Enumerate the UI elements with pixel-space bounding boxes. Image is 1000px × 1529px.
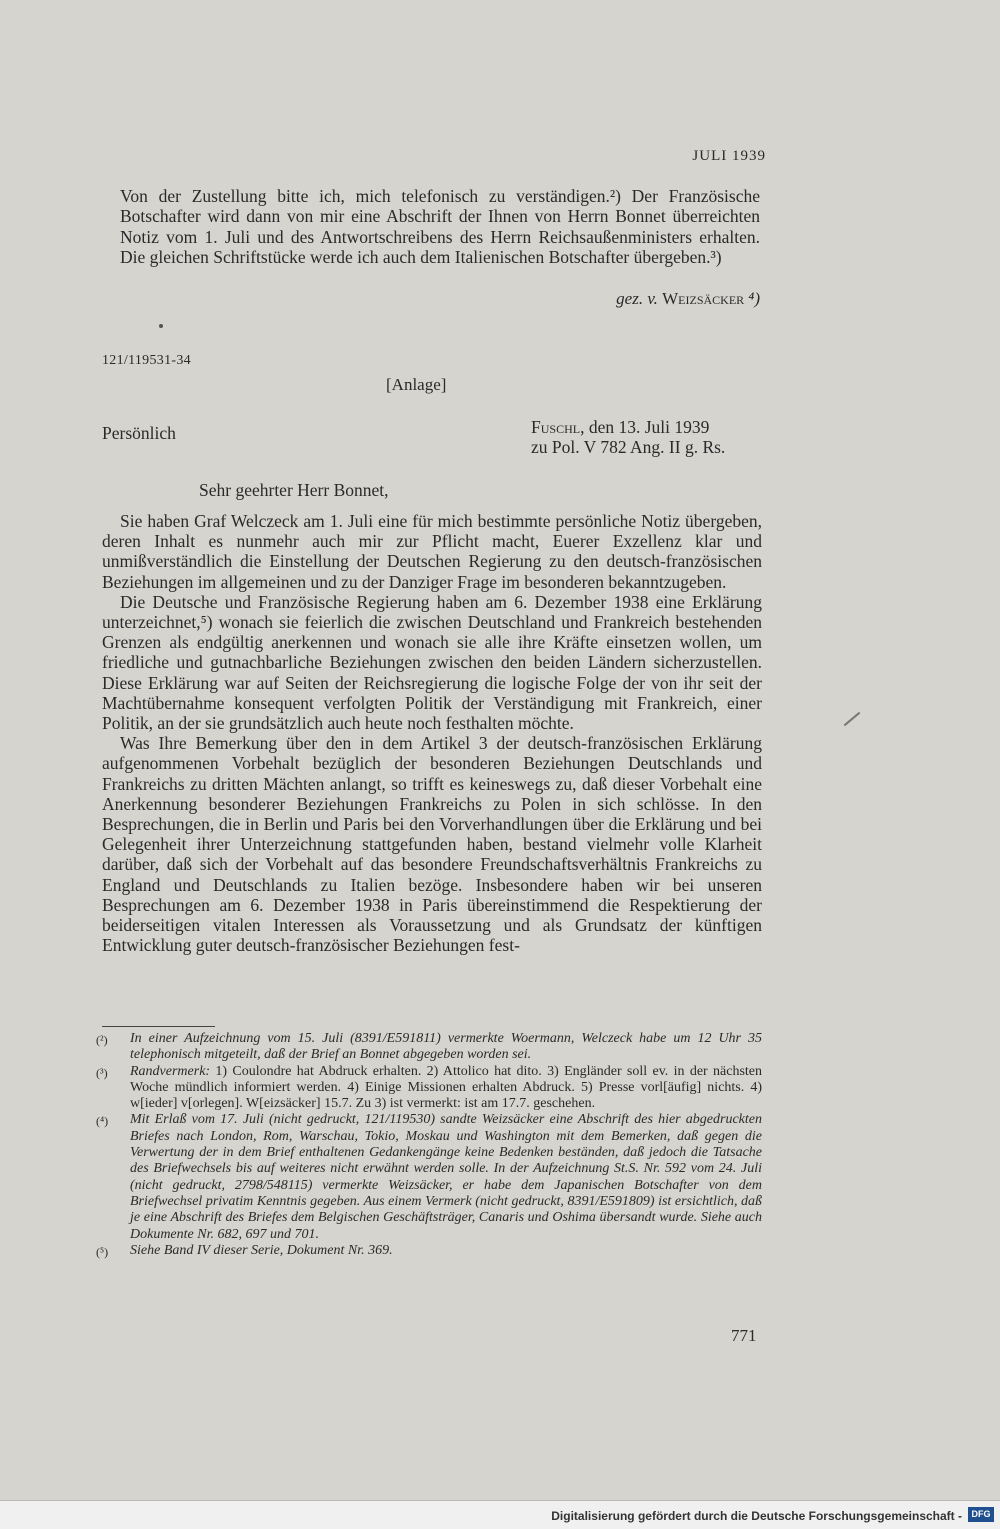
- document-reference: 121/119531-34: [102, 353, 191, 368]
- letter-body: [102, 511, 762, 955]
- footnote: [96, 1031, 762, 1064]
- place: Fuschl: [531, 417, 581, 437]
- footnote-text: Mit Erlaß vom 17. Juli (nicht gedruckt, 121/119530) sandte Weizsäcker eine Abschrift des hier abgedruckten Briefes nach London, Rom, Warschau, Tokio, Moskau und Washington mit dem Bemerken, daß gegen die Verwertung der in dem Brief enthaltenen Gedankengänge keine Bedenken beständen, daß jedoch die Tatsache des Briefwechsels bis auf weiteres nicht erwähnt werden solle. In der Aufzeichnung St.S. Nr. 592 vom 24. Juli (nicht gedruckt, 2798/548115) vermerkte Weizsäcker, er habe dem Japanischen Botschafter von dem Briefwechsel privatim Kenntnis gegeben. Aus einem Vermerk (nicht gedruckt, 8391/E591809) ist ersichtlich, daß je eine Abschrift des Briefes dem Belgischen Geschäftsträger, Canaris und Oshima übersandt wurde. Siehe auch Dokumente Nr. 682, 697 und 701.: [130, 1112, 762, 1242]
- footnote-label: Randvermerk:: [130, 1063, 211, 1079]
- footnotes: [96, 1031, 762, 1260]
- footnote-text: In einer Aufzeichnung vom 15. Juli (8391/E591811) vermerkte Woermann, Welczeck habe um 12 Uhr 35 telephonisch mitgeteilt, daß der Brief an Bonnet abgegeben worden sei.: [130, 1031, 762, 1063]
- footnote: [96, 1112, 762, 1242]
- footnote: [96, 1243, 762, 1260]
- enclosure-label: [Anlage]: [386, 375, 447, 394]
- place-date-line: [531, 417, 725, 437]
- footnote-mark: (⁵): [96, 1244, 109, 1259]
- place-date-block: [531, 417, 725, 457]
- salutation: Sehr geehrter Herr Bonnet,: [199, 480, 389, 500]
- footnote-body: 1) Coulondre hat Abdruck erhalten. 2) Attolico hat dito. 3) Engländer soll ev. in der nächsten Woche mündlich informiert werden. 4) Einige Missionen erhalten Abdruck. 5) Presse vorl[äufig] nichts. 4) w[ieder] v[orlegen]. W[eizsäcker] 15.7. Zu 3) ist vermerkt: ist am 17.7. geschehen.: [130, 1063, 762, 1112]
- footnote-text: Siehe Band IV dieser Serie, Dokument Nr. 369.: [130, 1242, 393, 1258]
- footer-credit: Digitalisierung gefördert durch die Deutsche Forschungsgemeinschaft -: [551, 1509, 962, 1523]
- footnote-mark: (⁴): [96, 1114, 109, 1129]
- classification-label: Persönlich: [102, 423, 176, 443]
- intro-paragraph: Von der Zustellung bitte ich, mich telefonisch zu verständigen.²) Der Französische Botschafter wird dann von mir eine Abschrift der Ihnen von Herrn Bonnet überreichten Notiz vom 1. Juli und des Antwortschreibens des Herrn Reichsaußenministers erhalten. Die gleichen Schriftstücke werde ich auch dem Italienischen Botschafter übergeben.³): [120, 186, 760, 268]
- pencil-mark: [844, 712, 861, 726]
- body-paragraph: Sie haben Graf Welczeck am 1. Juli eine für mich bestimmte persönliche Notiz übergeben, deren Inhalt es nunmehr auch mir zur Pflicht macht, Euerer Exzellenz klar und unmißverständlich die Einstellung der Deutschen Regierung zu den deutsch-französischen Beziehungen im allgemeinen und zu der Danziger Frage im besonderen bekanntzugeben.: [102, 511, 762, 592]
- signature-note: ⁴): [748, 289, 760, 308]
- signature: [616, 289, 760, 309]
- ink-dot: [159, 324, 163, 328]
- date: , den 13. Juli 1939: [580, 417, 710, 437]
- footnote: [96, 1064, 762, 1113]
- file-reference: zu Pol. V 782 Ang. II g. Rs.: [531, 437, 726, 457]
- body-paragraph: Die Deutsche und Französische Regierung haben am 6. Dezember 1938 eine Erklärung unterzeichnet,⁵) wonach sie feierlich die zwischen Deutschland und Frankreich bestehenden Grenzen als endgültig anerkennen und wonach sie alle ihre Kräfte einsetzen wollen, um friedliche und gutnachbarliche Beziehungen zwischen den beiden Ländern sicherzustellen. Diese Erklärung war auf Seiten der Reichsregierung die logische Folge der von ihr seit der Machtübernahme konsequent verfolgten Politik der Verständigung mit Frankreich, einer Politik, an der sie grundsätzlich auch heute noch festhalten möchte.: [102, 591, 762, 734]
- running-header: JULI 1939: [692, 148, 766, 164]
- footnote-mark: (²): [96, 1033, 108, 1047]
- page-number: 771: [731, 1326, 757, 1345]
- digitization-footer: [0, 1500, 1000, 1529]
- footnote-mark: (³): [96, 1065, 108, 1080]
- signature-prefix: gez. v.: [616, 289, 658, 308]
- footnote-divider: [102, 1026, 215, 1027]
- body-paragraph: Was Ihre Bemerkung über den in dem Artikel 3 der deutsch-französischen Erklärung aufgenommenen Vorbehalt bezüglich der besonderen Beziehungen Deutschlands und Frankreichs zu dritten Mächten anlangt, so trifft es keineswegs zu, daß dieser Vorbehalt eine Anerkennung besonderer Beziehungen Frankreichs zu Polen in sich schlösse. In den Besprechungen, die in Berlin und Paris bei den Vorverhandlungen über die Erklärung und bei Gelegenheit ihrer Unterzeichnung stattgefunden haben, bestand vielmehr volle Klarheit darüber, daß sich der Vorbehalt auf das besondere Freundschaftsverhältnis Frankreichs zu England und Deutschlands zu Italien bezöge. Insbesondere haben wir bei unseren Besprechungen am 6. Dezember 1938 in Paris übereinstimmend die Respektierung der beiderseitigen vitalen Interessen als Voraussetzung und als Grundsatz der künftigen Entwicklung guter deutsch-französischer Beziehungen fest-: [102, 733, 762, 956]
- footnote-text: [130, 1064, 762, 1113]
- dfg-logo[interactable]: DFG: [968, 1507, 994, 1522]
- signature-name: Weizsäcker: [662, 289, 745, 308]
